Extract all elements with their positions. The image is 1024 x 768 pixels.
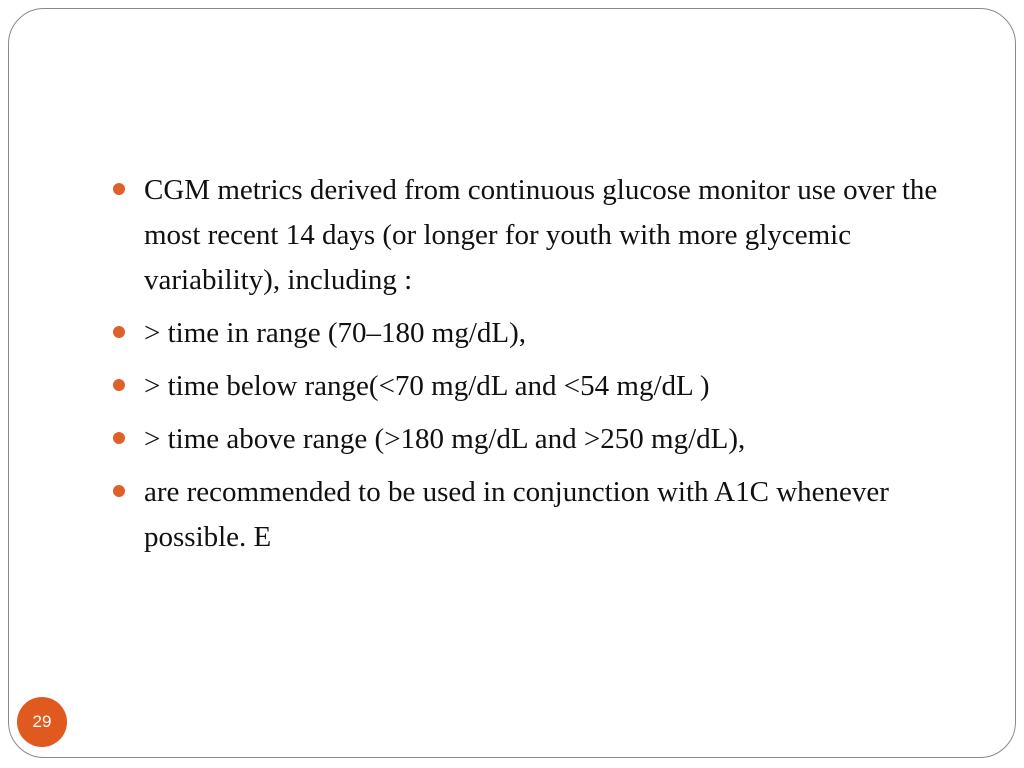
- bullet-item: [113, 470, 963, 560]
- bullet-item: [113, 364, 963, 409]
- bullet-item: [113, 311, 963, 356]
- page-number-badge: 29: [17, 697, 67, 747]
- bullet-text: CGM metrics derived from continuous glucose monitor use over the most recent 14 days (or longer for youth with more glycemic variability), including :: [144, 174, 938, 296]
- bullet-text: > time in range (70–180 mg/dL),: [144, 317, 526, 349]
- bullet-dot-icon: [113, 183, 125, 195]
- bullet-dot-icon: [113, 485, 125, 497]
- bullet-dot-icon: [113, 432, 125, 444]
- bullet-text: > time above range (>180 mg/dL and >250 mg/dL),: [144, 423, 746, 455]
- bullet-item: [113, 168, 963, 303]
- bullet-list: [113, 168, 963, 568]
- bullet-dot-icon: [113, 326, 125, 338]
- bullet-text: > time below range(<70 mg/dL and <54 mg/dL ): [144, 370, 710, 402]
- bullet-text: are recommended to be used in conjunction with A1C whenever possible. E: [144, 476, 889, 553]
- bullet-item: [113, 417, 963, 462]
- bullet-dot-icon: [113, 379, 125, 391]
